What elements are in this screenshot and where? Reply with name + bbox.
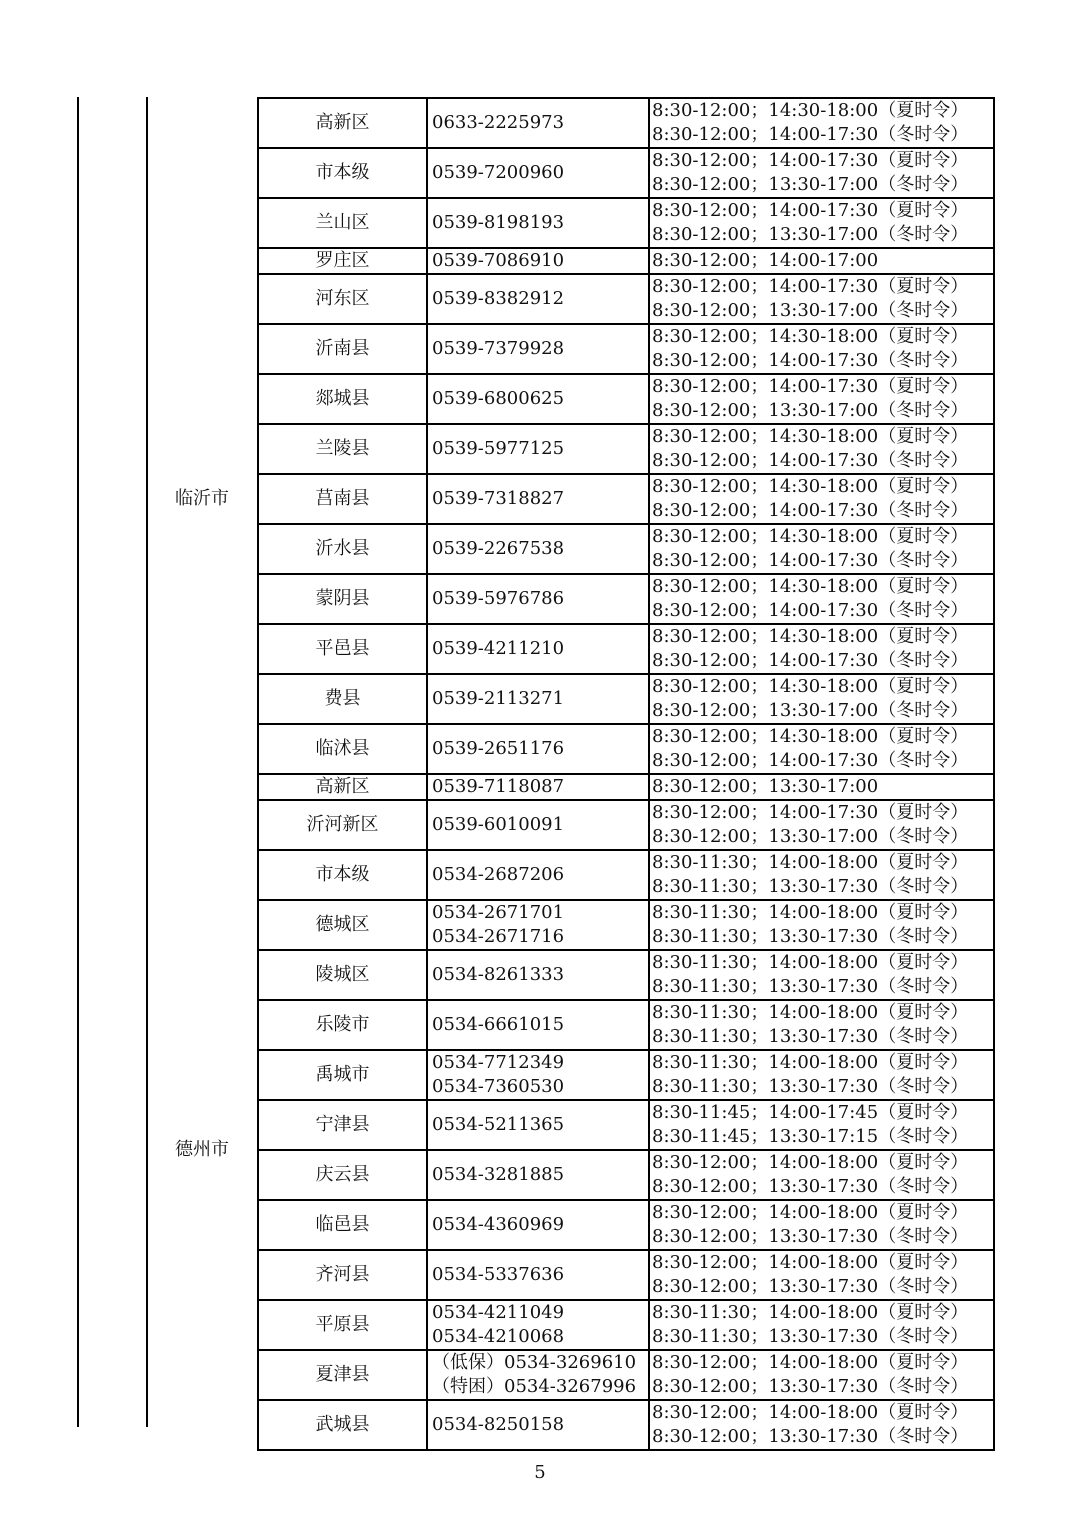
office-hours-line: 8:30-12:00；14:30-18:00（夏时令）	[652, 726, 969, 747]
hours-cell	[649, 1100, 994, 1150]
office-hours-line: 8:30-12:00；14:00-17:30（冬时令）	[652, 600, 969, 621]
office-hours-line: 8:30-11:30；14:00-18:00（夏时令）	[652, 1002, 969, 1023]
office-hours-line: 8:30-12:00；14:00-17:30（夏时令）	[652, 376, 969, 397]
hours-cell	[649, 624, 994, 674]
phone-number: 0534-5211365	[432, 1114, 565, 1135]
phone-number: 0534-7360530	[432, 1076, 565, 1097]
phone-cell	[427, 474, 649, 524]
county-cell: 蒙阴县	[258, 574, 427, 624]
phone-cell	[427, 1150, 649, 1200]
hours-cell	[649, 900, 994, 950]
office-hours-line: 8:30-11:30；13:30-17:30（冬时令）	[652, 1326, 969, 1347]
hours-cell	[649, 674, 994, 724]
hours-cell	[649, 524, 994, 574]
table-row	[147, 98, 994, 148]
phone-cell	[427, 274, 649, 324]
table-row	[147, 1300, 994, 1350]
table-row	[147, 324, 994, 374]
county-cell: 市本级	[258, 850, 427, 900]
office-hours-line: 8:30-12:00；14:00-17:30（夏时令）	[652, 802, 969, 823]
phone-cell	[427, 1250, 649, 1300]
county-cell: 平邑县	[258, 624, 427, 674]
phone-number: 0534-2687206	[432, 864, 565, 885]
county-cell: 高新区	[258, 774, 427, 800]
phone-cell	[427, 1000, 649, 1050]
office-hours-line: 8:30-11:30；13:30-17:30（冬时令）	[652, 876, 969, 897]
city-cell: 临沂市	[175, 488, 229, 509]
office-hours-line: 8:30-12:00；14:30-18:00（夏时令）	[652, 476, 969, 497]
county-cell: 高新区	[258, 98, 427, 148]
hours-cell	[649, 98, 994, 148]
office-hours-line: 8:30-11:30；13:30-17:30（冬时令）	[652, 1076, 969, 1097]
county-cell: 陵城区	[258, 950, 427, 1000]
table-row	[147, 1100, 994, 1150]
phone-number: 0539-5976786	[432, 588, 565, 609]
phone-cell	[427, 800, 649, 850]
county-cell: 德城区	[258, 900, 427, 950]
table-row	[147, 574, 994, 624]
table-row	[147, 424, 994, 474]
county-cell: 兰陵县	[258, 424, 427, 474]
phone-cell	[427, 524, 649, 574]
office-hours-table	[147, 97, 995, 1451]
table-row	[147, 248, 994, 274]
office-hours-line: 8:30-12:00；13:30-17:30（冬时令）	[652, 1276, 969, 1297]
office-hours-line: 8:30-12:00；14:00-17:30（冬时令）	[652, 350, 969, 371]
office-hours-line: 8:30-12:00；14:30-18:00（夏时令）	[652, 100, 969, 121]
phone-number: 0534-7712349	[432, 1052, 565, 1073]
hours-cell	[649, 1350, 994, 1400]
office-hours-line: 8:30-12:00；14:00-18:00（夏时令）	[652, 1202, 969, 1223]
office-hours-line: 8:30-11:45；13:30-17:15（冬时令）	[652, 1126, 969, 1147]
office-hours-line: 8:30-11:30；13:30-17:30（冬时令）	[652, 926, 969, 947]
office-hours-line: 8:30-12:00；14:00-17:30（冬时令）	[652, 124, 969, 145]
hours-cell	[649, 1400, 994, 1450]
office-hours-line: 8:30-11:30；13:30-17:30（冬时令）	[652, 976, 969, 997]
phone-number: 0539-6800625	[432, 388, 565, 409]
phone-number: 0534-8250158	[432, 1414, 565, 1435]
table-row	[147, 800, 994, 850]
office-hours-line: 8:30-11:30；14:00-18:00（夏时令）	[652, 902, 969, 923]
phone-number: 0539-6010091	[432, 814, 565, 835]
office-hours-line: 8:30-11:30；14:00-18:00（夏时令）	[652, 852, 969, 873]
county-cell: 武城县	[258, 1400, 427, 1450]
office-hours-line: 8:30-12:00；13:30-17:00（冬时令）	[652, 400, 969, 421]
office-hours-line: 8:30-12:00；14:00-18:00（夏时令）	[652, 1402, 969, 1423]
phone-number: 0633-2225973	[432, 112, 565, 133]
phone-number: 0539-7318827	[432, 488, 565, 509]
phone-cell	[427, 248, 649, 274]
phone-number: 0539-7379928	[432, 338, 565, 359]
hours-cell	[649, 424, 994, 474]
hours-cell	[649, 474, 994, 524]
office-hours-line: 8:30-12:00；14:30-18:00（夏时令）	[652, 526, 969, 547]
phone-number: 0534-4211049	[432, 1302, 565, 1323]
phone-cell	[427, 850, 649, 900]
hours-cell	[649, 574, 994, 624]
phone-cell	[427, 424, 649, 474]
table-row	[147, 1250, 994, 1300]
phone-cell	[427, 624, 649, 674]
county-cell: 齐河县	[258, 1250, 427, 1300]
phone-number: 0534-3281885	[432, 1164, 565, 1185]
hours-cell	[649, 774, 994, 800]
phone-number: 0534-4360969	[432, 1214, 565, 1235]
table-row	[147, 850, 994, 900]
phone-number: 0539-5977125	[432, 438, 565, 459]
office-hours-line: 8:30-12:00；13:30-17:30（冬时令）	[652, 1376, 969, 1397]
office-hours-line: 8:30-12:00；14:00-18:00（夏时令）	[652, 1352, 969, 1373]
office-hours-line: 8:30-12:00；13:30-17:00（冬时令）	[652, 826, 969, 847]
office-hours-line: 8:30-12:00；13:30-17:00（冬时令）	[652, 224, 969, 245]
table-row	[147, 774, 994, 800]
table-row	[147, 474, 994, 524]
county-cell: 沂南县	[258, 324, 427, 374]
office-hours-line: 8:30-11:30；13:30-17:30（冬时令）	[652, 1026, 969, 1047]
county-cell: 沂水县	[258, 524, 427, 574]
office-hours-line: 8:30-12:00；14:00-17:30（冬时令）	[652, 450, 969, 471]
table-row	[147, 148, 994, 198]
office-hours-line: 8:30-12:00；14:00-17:30（夏时令）	[652, 276, 969, 297]
table-row	[147, 1200, 994, 1250]
county-cell: 平原县	[258, 1300, 427, 1350]
table-row	[147, 674, 994, 724]
office-hours-line: 8:30-12:00；13:30-17:30（冬时令）	[652, 1426, 969, 1447]
office-hours-line: 8:30-12:00；14:00-18:00（夏时令）	[652, 1252, 969, 1273]
office-hours-line: 8:30-11:30；14:00-18:00（夏时令）	[652, 1302, 969, 1323]
table-row	[147, 274, 994, 324]
office-hours-line: 8:30-12:00；14:00-17:30（冬时令）	[652, 500, 969, 521]
county-cell: 莒南县	[258, 474, 427, 524]
hours-cell	[649, 1250, 994, 1300]
office-hours-line: 8:30-12:00；14:00-17:30（夏时令）	[652, 200, 969, 221]
hours-cell	[649, 1050, 994, 1100]
hours-cell	[649, 324, 994, 374]
county-cell: 郯城县	[258, 374, 427, 424]
table-row	[147, 524, 994, 574]
hours-cell	[649, 374, 994, 424]
table-row	[147, 1000, 994, 1050]
phone-cell	[427, 900, 649, 950]
phone-cell	[427, 374, 649, 424]
hours-cell	[649, 1150, 994, 1200]
phone-number: 0539-2113271	[432, 688, 565, 709]
office-hours-line: 8:30-12:00；14:00-17:30（冬时令）	[652, 550, 969, 571]
phone-cell	[427, 1100, 649, 1150]
phone-cell	[427, 950, 649, 1000]
phone-number: 0539-8198193	[432, 212, 565, 233]
county-cell: 沂河新区	[258, 800, 427, 850]
office-hours-line: 8:30-12:00；13:30-17:00	[652, 776, 879, 797]
hours-cell	[649, 1200, 994, 1250]
table-row	[147, 950, 994, 1000]
office-hours-line: 8:30-12:00；14:30-18:00（夏时令）	[652, 576, 969, 597]
county-cell: 罗庄区	[258, 248, 427, 274]
hours-cell	[649, 950, 994, 1000]
hours-cell	[649, 724, 994, 774]
office-hours-line: 8:30-12:00；13:30-17:00（冬时令）	[652, 700, 969, 721]
table-body	[147, 98, 994, 1450]
office-hours-line: 8:30-12:00；13:30-17:30（冬时令）	[652, 1176, 969, 1197]
phone-number: 0539-7200960	[432, 162, 565, 183]
table-row	[147, 900, 994, 950]
phone-number: 0534-2671701	[432, 902, 565, 923]
office-hours-line: 8:30-12:00；14:00-17:30（夏时令）	[652, 150, 969, 171]
hours-cell	[649, 274, 994, 324]
office-hours-line: 8:30-12:00；14:00-18:00（夏时令）	[652, 1152, 969, 1173]
phone-number: 0539-8382912	[432, 288, 565, 309]
phone-number: 0534-4210068	[432, 1326, 565, 1347]
county-cell: 河东区	[258, 274, 427, 324]
county-cell: 夏津县	[258, 1350, 427, 1400]
hours-cell	[649, 148, 994, 198]
office-hours-line: 8:30-12:00；14:30-18:00（夏时令）	[652, 676, 969, 697]
table-row	[147, 1050, 994, 1100]
county-cell: 禹城市	[258, 1050, 427, 1100]
phone-cell	[427, 724, 649, 774]
phone-cell	[427, 674, 649, 724]
phone-number: 0539-2267538	[432, 538, 565, 559]
office-hours-line: 8:30-12:00；14:00-17:30（冬时令）	[652, 750, 969, 771]
office-hours-line: 8:30-12:00；13:30-17:00（冬时令）	[652, 174, 969, 195]
phone-cell	[427, 574, 649, 624]
county-cell: 乐陵市	[258, 1000, 427, 1050]
hours-cell	[649, 248, 994, 274]
county-cell: 临沭县	[258, 724, 427, 774]
phone-cell	[427, 1050, 649, 1100]
office-hours-line: 8:30-11:30；14:00-18:00（夏时令）	[652, 1052, 969, 1073]
hours-cell	[649, 1300, 994, 1350]
phone-cell	[427, 1300, 649, 1350]
table-row	[147, 624, 994, 674]
table-row	[147, 1350, 994, 1400]
office-hours-line: 8:30-12:00；14:00-17:30（冬时令）	[652, 650, 969, 671]
phone-number: 0534-5337636	[432, 1264, 565, 1285]
office-hours-line: 8:30-12:00；13:30-17:30（冬时令）	[652, 1226, 969, 1247]
table-row	[147, 198, 994, 248]
phone-cell	[427, 324, 649, 374]
county-cell: 兰山区	[258, 198, 427, 248]
county-cell: 庆云县	[258, 1150, 427, 1200]
phone-cell	[427, 148, 649, 198]
office-hours-line: 8:30-12:00；13:30-17:00（冬时令）	[652, 300, 969, 321]
page-number: 5	[534, 1462, 546, 1483]
hours-cell	[649, 800, 994, 850]
city-cell: 德州市	[175, 1139, 229, 1160]
office-hours-line: 8:30-12:00；14:30-18:00（夏时令）	[652, 426, 969, 447]
phone-number: 0534-6661015	[432, 1014, 565, 1035]
county-cell: 临邑县	[258, 1200, 427, 1250]
city-cell	[147, 98, 258, 148]
phone-number: 0539-7086910	[432, 250, 565, 271]
county-cell: 宁津县	[258, 1100, 427, 1150]
hours-cell	[649, 198, 994, 248]
phone-number: 0534-8261333	[432, 964, 565, 985]
table-row	[147, 1400, 994, 1450]
phone-number: （低保）0534-3269610	[432, 1352, 637, 1373]
hours-cell	[649, 1000, 994, 1050]
county-cell: 费县	[258, 674, 427, 724]
office-hours-line: 8:30-12:00；14:30-18:00（夏时令）	[652, 326, 969, 347]
phone-cell	[427, 1200, 649, 1250]
phone-number: 0539-2651176	[432, 738, 565, 759]
office-hours-line: 8:30-11:45；14:00-17:45（夏时令）	[652, 1102, 969, 1123]
hours-cell	[649, 850, 994, 900]
phone-cell	[427, 774, 649, 800]
county-cell: 市本级	[258, 148, 427, 198]
phone-number: 0539-4211210	[432, 638, 565, 659]
office-hours-line: 8:30-12:00；14:30-18:00（夏时令）	[652, 626, 969, 647]
phone-cell	[427, 198, 649, 248]
phone-cell	[427, 1400, 649, 1450]
table-row	[147, 374, 994, 424]
office-hours-line: 8:30-11:30；14:00-18:00（夏时令）	[652, 952, 969, 973]
phone-number: （特困）0534-3267996	[432, 1376, 637, 1397]
phone-number: 0539-7118087	[432, 776, 565, 797]
table-row	[147, 1150, 994, 1200]
left-border-line	[77, 97, 79, 1427]
office-hours-line: 8:30-12:00；14:00-17:00	[652, 250, 879, 271]
table-row	[147, 724, 994, 774]
phone-cell	[427, 98, 649, 148]
phone-number: 0534-2671716	[432, 926, 565, 947]
phone-cell	[427, 1350, 649, 1400]
